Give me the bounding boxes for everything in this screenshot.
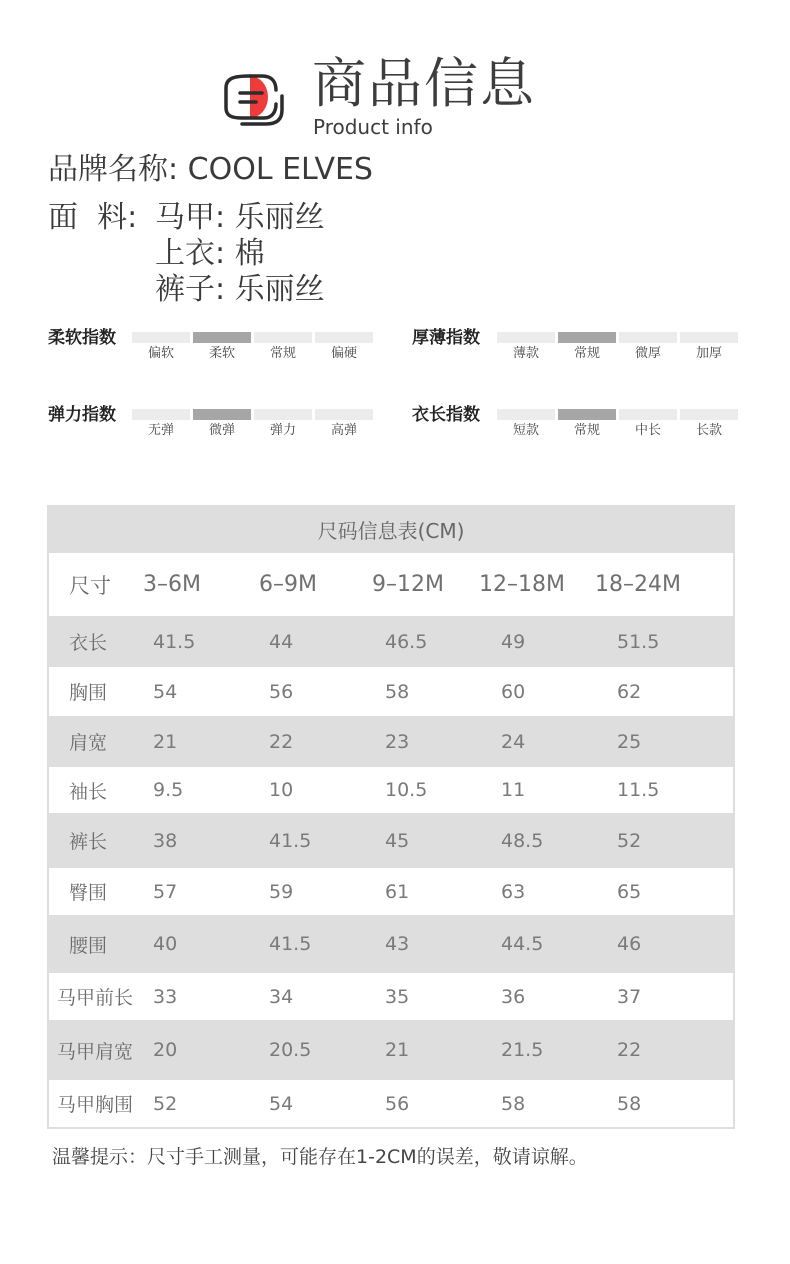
size-col: 18–24M (595, 572, 681, 597)
scale-segment: 偏硬 (315, 332, 373, 362)
scale-segment: 加厚 (680, 332, 738, 362)
scale-segment: 长款 (680, 409, 738, 439)
table-row: 袖长 9.5 10 10.5 11 11.5 (49, 767, 733, 813)
header-label: 尺寸 (69, 573, 111, 598)
measurement-note: 温馨提示：尺寸手工测量，可能存在1-2CM的误差，敬请谅解。 (52, 1146, 588, 1168)
size-col: 6–9M (259, 572, 317, 597)
table-row: 肩宽 21 22 23 24 25 (49, 716, 733, 767)
scale-segment: 中长 (619, 409, 677, 439)
fabric-item (155, 236, 265, 272)
fabric-material: 棉 (234, 236, 265, 271)
size-table (47, 505, 735, 1129)
fabric-label: 面 料: (48, 200, 138, 235)
scale-segment: 弹力 (254, 409, 312, 439)
length-index-scale (497, 409, 738, 439)
table-header-row (49, 553, 733, 616)
fabric-part: 马甲: (155, 200, 226, 235)
table-row: 胸围 54 56 58 60 62 (49, 667, 733, 716)
scale-segment-selected: 微弹 (193, 409, 251, 439)
table-row: 马甲胸围 52 54 56 58 58 (49, 1080, 733, 1127)
thickness-index-scale (497, 332, 738, 362)
scale-segment-selected: 柔软 (193, 332, 251, 362)
elasticity-index-title: 弹力指数 (48, 405, 116, 425)
length-index-title: 衣长指数 (412, 405, 480, 425)
size-col: 3–6M (143, 572, 201, 597)
fabric-part: 裤子: (155, 272, 226, 307)
fabric-material: 乐丽丝 (234, 272, 325, 307)
page-subtitle: Product info (313, 115, 433, 139)
table-row: 马甲肩宽 20 20.5 21 21.5 22 (49, 1020, 733, 1080)
fabric-material: 乐丽丝 (234, 200, 325, 235)
brand-line (48, 152, 373, 188)
table-row: 衣长 41.5 44 46.5 49 51.5 (49, 616, 733, 667)
brand-label: 品牌名称: (48, 152, 179, 187)
scale-segment: 微厚 (619, 332, 677, 362)
fabric-part: 上衣: (155, 236, 226, 271)
fabric-item (155, 272, 325, 308)
softness-index-title: 柔软指数 (48, 328, 116, 348)
softness-index-scale (132, 332, 373, 362)
scale-segment: 常规 (254, 332, 312, 362)
scale-segment-selected: 常规 (558, 332, 616, 362)
scale-segment: 短款 (497, 409, 555, 439)
scale-segment: 薄款 (497, 332, 555, 362)
table-caption: 尺码信息表(CM) (317, 518, 465, 543)
size-col: 9–12M (372, 572, 444, 597)
table-row: 裤长 38 41.5 45 48.5 52 (49, 813, 733, 868)
scale-segment: 无弹 (132, 409, 190, 439)
elasticity-index-scale (132, 409, 373, 439)
scale-segment: 高弹 (315, 409, 373, 439)
thickness-index-title: 厚薄指数 (412, 328, 480, 348)
table-row: 腰围 40 41.5 43 44.5 46 (49, 915, 733, 973)
fabric-item (155, 200, 325, 236)
scale-segment: 偏软 (132, 332, 190, 362)
menu-list-icon (220, 66, 286, 132)
page-title: 商品信息 (312, 52, 536, 115)
brand-value: COOL ELVES (187, 152, 373, 187)
scale-segment-selected: 常规 (558, 409, 616, 439)
table-row: 臀围 57 59 61 63 65 (49, 868, 733, 915)
table-row: 马甲前长 33 34 35 36 37 (49, 973, 733, 1020)
size-col: 12–18M (479, 572, 565, 597)
